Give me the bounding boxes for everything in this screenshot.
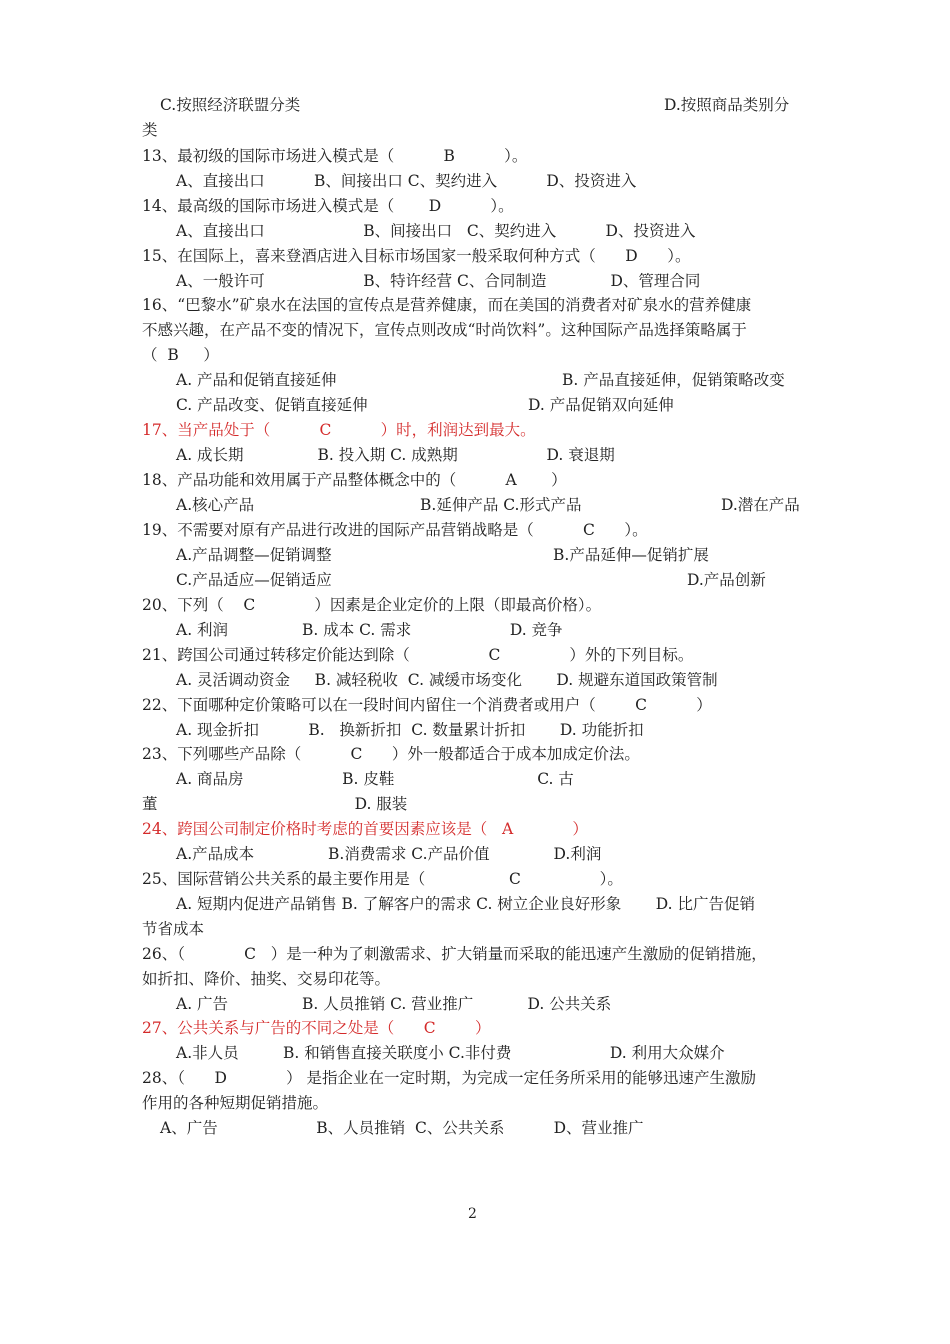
text-line: 22、下面哪种定价策略可以在一段时间内留住一个消费者或用户（ C ） bbox=[142, 696, 712, 714]
text-line: A. 商品房 B. 皮鞋 C. 古 bbox=[176, 770, 574, 788]
text-line: C.按照经济联盟分类 bbox=[160, 96, 301, 114]
text-line: A. 灵活调动资金 B. 减轻税收 C. 减缓市场变化 D. 规避东道国政策管制 bbox=[176, 671, 718, 689]
text-line: A.核心产品 bbox=[176, 496, 255, 514]
text-line: 17、当产品处于（ C ）时，利润达到最大。 bbox=[142, 421, 536, 439]
text-line: B.产品延伸—促销扩展 bbox=[553, 546, 709, 564]
text-line: D. 产品促销双向延伸 bbox=[528, 396, 674, 414]
text-line: 19、不需要对原有产品进行改进的国际产品营销战略是（ C ）。 bbox=[142, 521, 648, 539]
text-line: A. 短期内促进产品销售 B. 了解客户的需求 C. 树立企业良好形象 D. 比广告促销 bbox=[176, 895, 756, 913]
text-line: A. 现金折扣 B. 换新折扣 C. 数量累计折扣 D. 功能折扣 bbox=[176, 721, 644, 739]
text-line: 类 bbox=[142, 121, 158, 139]
text-line: 节省成本 bbox=[142, 920, 205, 938]
text-line: A、广告 B、人员推销 C、公共关系 D、营业推广 bbox=[160, 1119, 644, 1137]
text-line: 董 D. 服装 bbox=[142, 795, 408, 813]
text-line: D.产品创新 bbox=[687, 571, 766, 589]
text-line: 20、下列（ C ）因素是企业定价的上限（即最高价格）。 bbox=[142, 596, 602, 614]
text-line: 23、下列哪些产品除（ C ）外一般都适合于成本加成定价法。 bbox=[142, 745, 640, 763]
text-line: A. 广告 B. 人员推销 C. 营业推广 D. 公共关系 bbox=[176, 995, 612, 1013]
text-line: A、一般许可 B、特许经营 C、合同制造 D、管理合同 bbox=[176, 272, 701, 290]
text-line: C. 产品改变、促销直接延伸 bbox=[176, 396, 368, 414]
text-line: B.延伸产品 C.形式产品 bbox=[420, 496, 582, 514]
text-line: A、直接出口 B、间接出口 C、契约进入 D、投资进入 bbox=[176, 172, 637, 190]
text-line: 21、跨国公司通过转移定价能达到除（ C ）外的下列目标。 bbox=[142, 646, 694, 664]
text-line: （ B ） bbox=[142, 346, 219, 364]
text-line: 16、“巴黎水”矿泉水在法国的宣传点是营养健康，而在美国的消费者对矿泉水的营养健康 bbox=[142, 296, 752, 314]
text-line: A. 利润 B. 成本 C. 需求 D. 竞争 bbox=[176, 621, 563, 639]
text-line: C.产品适应—促销适应 bbox=[176, 571, 332, 589]
text-line: 18、产品功能和效用属于产品整体概念中的（ A ） bbox=[142, 471, 567, 489]
text-line: 不感兴趣，在产品不变的情况下，宣传点则改成“时尚饮料”。这种国际产品选择策略属于 bbox=[142, 321, 747, 339]
text-line: 27、公共关系与广告的不同之处是（ C ） bbox=[142, 1019, 491, 1037]
text-line: A. 产品和促销直接延伸 bbox=[176, 371, 337, 389]
text-line: 13、最初级的国际市场进入模式是（ B ）。 bbox=[142, 147, 528, 165]
text-line: A. 成长期 B. 投入期 C. 成熟期 D. 衰退期 bbox=[176, 446, 615, 464]
text-line: D.按照商品类别分 bbox=[664, 96, 790, 114]
text-line: B. 产品直接延伸，促销策略改变 bbox=[562, 371, 785, 389]
text-line: A.产品调整—促销调整 bbox=[176, 546, 332, 564]
text-line: 14、最高级的国际市场进入模式是（ D ）。 bbox=[142, 197, 514, 215]
text-line: A、直接出口 B、间接出口 C、契约进入 D、投资进入 bbox=[176, 222, 696, 240]
text-line: D.潜在产品 bbox=[721, 496, 800, 514]
text-line: 24、跨国公司制定价格时考虑的首要因素应该是（ A ） bbox=[142, 820, 588, 838]
text-line: A.非人员 B. 和销售直接关联度小 C.非付费 D. 利用大众媒介 bbox=[176, 1044, 725, 1062]
page-number: 2 bbox=[468, 1206, 477, 1222]
text-line: 26、（ C ）是一种为了刺激需求、扩大销量而采取的能迅速产生激励的促销措施， bbox=[142, 945, 767, 963]
text-line: 25、国际营销公共关系的最主要作用是（ C ）。 bbox=[142, 870, 623, 888]
text-line: 如折扣、降价、抽奖、交易印花等。 bbox=[142, 970, 391, 988]
text-line: 15、在国际上，喜来登酒店进入目标市场国家一般采取何种方式（ D ）。 bbox=[142, 247, 691, 265]
text-line: A.产品成本 B.消费需求 C.产品价值 D.利润 bbox=[176, 845, 602, 863]
text-line: 作用的各种短期促销措施。 bbox=[142, 1094, 329, 1112]
text-line: 28、（ D ） 是指企业在一定时期，为完成一定任务所采用的能够迅速产生激励 bbox=[142, 1069, 757, 1087]
